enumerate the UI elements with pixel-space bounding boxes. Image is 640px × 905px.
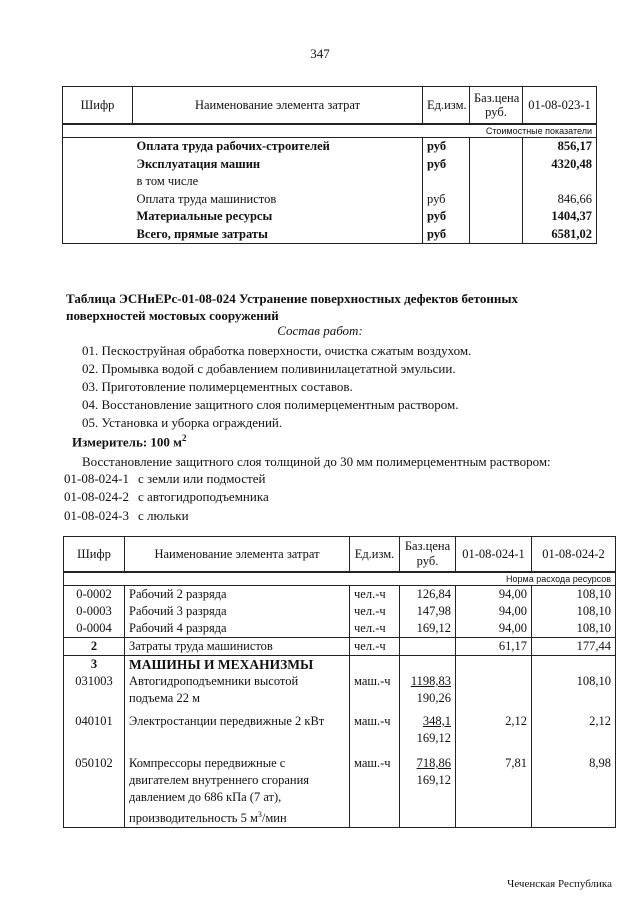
row-value: 856,17	[523, 138, 597, 156]
row-value-1: 7,81	[456, 747, 532, 828]
row-value-1: 94,00	[456, 603, 532, 620]
table-row	[64, 586, 616, 604]
row-value: 4320,48	[523, 156, 597, 174]
work-item: 01. Пескоструйная обработка поверхности, очистка сжатым воздухом.	[82, 343, 472, 358]
row-price: 126,84	[400, 586, 456, 604]
row-value-1: 2,12	[456, 707, 532, 747]
row-unit: руб	[423, 226, 470, 244]
table-row	[63, 138, 597, 156]
header-variant: 01-08-023-1	[523, 87, 597, 125]
subheader-label: Стоимостные показатели	[63, 124, 597, 138]
header-name: Наименование элемента затрат	[125, 537, 350, 573]
row-unit: маш.-ч	[350, 707, 400, 747]
table-row	[63, 208, 597, 226]
row-name: Электростанции передвижные 2 кВт	[125, 707, 350, 747]
table-header-row	[63, 87, 597, 125]
row-code: 0-0004	[64, 620, 125, 638]
page-number: 347	[310, 46, 330, 61]
row-unit: маш.-ч	[350, 747, 400, 828]
header-variant-2: 01-08-024-2	[532, 537, 616, 573]
row-name: Автогидроподъемники высотой подъема 22 м	[125, 673, 350, 707]
row-name: Затраты труда машинистов	[125, 638, 350, 656]
header-name: Наименование элемента затрат	[133, 87, 423, 125]
row-value-1: 94,00	[456, 620, 532, 638]
row-value: 6581,02	[523, 226, 597, 244]
table-row	[63, 173, 597, 191]
header-code: Шифр	[63, 87, 133, 125]
subheader-row	[63, 124, 597, 138]
row-price	[400, 638, 456, 656]
table-row	[63, 191, 597, 209]
row-name: Рабочий 3 разряда	[125, 603, 350, 620]
variant-line	[64, 508, 189, 524]
table-row	[63, 226, 597, 244]
work-item: 04. Восстановление защитного слоя полимерцементным раствором.	[82, 397, 459, 412]
work-item: 05. Установка и уборка ограждений.	[82, 415, 283, 430]
header-variant-1: 01-08-024-1	[456, 537, 532, 573]
row-unit: чел.-ч	[350, 638, 400, 656]
row-name: Рабочий 2 разряда	[125, 586, 350, 604]
variant-text: с автогидроподъемника	[138, 489, 269, 504]
variant-code: 01-08-024-3	[64, 508, 129, 523]
row-name: Эксплуатация машин	[133, 156, 423, 174]
row-unit: маш.-ч	[350, 673, 400, 707]
table-row	[64, 603, 616, 620]
row-value-2: 108,10	[532, 620, 616, 638]
work-item: 03. Приготовление полимерцементных составов.	[82, 379, 353, 394]
table-row	[64, 747, 616, 828]
row-name: Материальные ресурсы	[133, 208, 423, 226]
row-value-2: 177,44	[532, 638, 616, 656]
variant-line	[64, 471, 265, 487]
row-value-2: 108,10	[532, 586, 616, 604]
row-price: 348,1 169,12	[400, 707, 456, 747]
row-value-1	[456, 673, 532, 707]
subheader-row	[64, 572, 616, 586]
header-base-price: Баз.цена руб.	[400, 537, 456, 573]
table-row	[64, 656, 616, 674]
row-value-1: 94,00	[456, 586, 532, 604]
row-code: 3	[64, 656, 125, 674]
header-code: Шифр	[64, 537, 125, 573]
table-row	[64, 707, 616, 747]
row-value: 846,66	[523, 191, 597, 209]
row-price: 147,98	[400, 603, 456, 620]
row-name: МАШИНЫ И МЕХАНИЗМЫ	[125, 656, 350, 674]
table-row	[64, 620, 616, 638]
row-code: 050102	[64, 747, 125, 828]
row-code: 2	[64, 638, 125, 656]
row-unit: руб	[423, 208, 470, 226]
description: Восстановление защитного слоя толщиной до 30 мм полимерцементным раствором:	[82, 454, 551, 469]
row-unit: чел.-ч	[350, 620, 400, 638]
cost-table-023	[62, 86, 597, 244]
row-unit: руб	[423, 191, 470, 209]
table-row	[64, 673, 616, 707]
row-name: Компрессоры передвижные с двигателем внутреннего сгорания давлением до 686 кПа (7 ат), производительность 5 $м^3$/мин	[125, 747, 350, 828]
row-name: Всего, прямые затраты	[133, 226, 423, 244]
header-unit: Ед.изм.	[350, 537, 400, 573]
variant-text: с земли или подмостей	[138, 471, 266, 486]
row-value-2: 8,98	[532, 747, 616, 828]
meter-label: Измеритель: 100 $м^2$	[72, 433, 187, 450]
footer-region: Чеченская Республика	[507, 878, 612, 890]
variant-text: с люльки	[138, 508, 189, 523]
row-price: 1198,83 190,26	[400, 673, 456, 707]
row-code: 040101	[64, 707, 125, 747]
row-name: Оплата труда машинистов	[133, 191, 423, 209]
row-code: 0-0002	[64, 586, 125, 604]
composition-label: Состав работ:	[277, 323, 363, 338]
table-header-row	[64, 537, 616, 573]
variant-line	[64, 489, 269, 505]
table2-title: Таблица ЭСНиЕРс-01-08-024 Устранение поверхностных дефектов бетонных поверхностей мостовых сооружений	[66, 291, 519, 323]
row-value-2: 108,10	[532, 603, 616, 620]
work-item: 02. Промывка водой с добавлением поливинилацетатной эмульсии.	[82, 361, 456, 376]
variant-code: 01-08-024-1	[64, 471, 129, 486]
row-unit: чел.-ч	[350, 586, 400, 604]
table-row	[64, 638, 616, 656]
row-name: Оплата труда рабочих-строителей	[133, 138, 423, 156]
row-value-1: 61,17	[456, 638, 532, 656]
row-code: 0-0003	[64, 603, 125, 620]
header-base-price: Баз.цена руб.	[470, 87, 523, 125]
subheader-label: Норма расхода ресурсов	[64, 572, 616, 586]
row-price: 169,12	[400, 620, 456, 638]
variant-code: 01-08-024-2	[64, 489, 129, 504]
row-name: в том числе	[133, 173, 423, 191]
row-unit: чел.-ч	[350, 603, 400, 620]
header-unit: Ед.изм.	[423, 87, 470, 125]
row-unit: руб	[423, 156, 470, 174]
row-price: 718,86 169,12	[400, 747, 456, 828]
row-value-2: 2,12	[532, 707, 616, 747]
row-value: 1404,37	[523, 208, 597, 226]
row-value-2: 108,10	[532, 673, 616, 707]
row-code: 031003	[64, 673, 125, 707]
row-unit: руб	[423, 138, 470, 156]
row-name: Рабочий 4 разряда	[125, 620, 350, 638]
resource-table-024	[63, 536, 616, 828]
table-row	[63, 156, 597, 174]
